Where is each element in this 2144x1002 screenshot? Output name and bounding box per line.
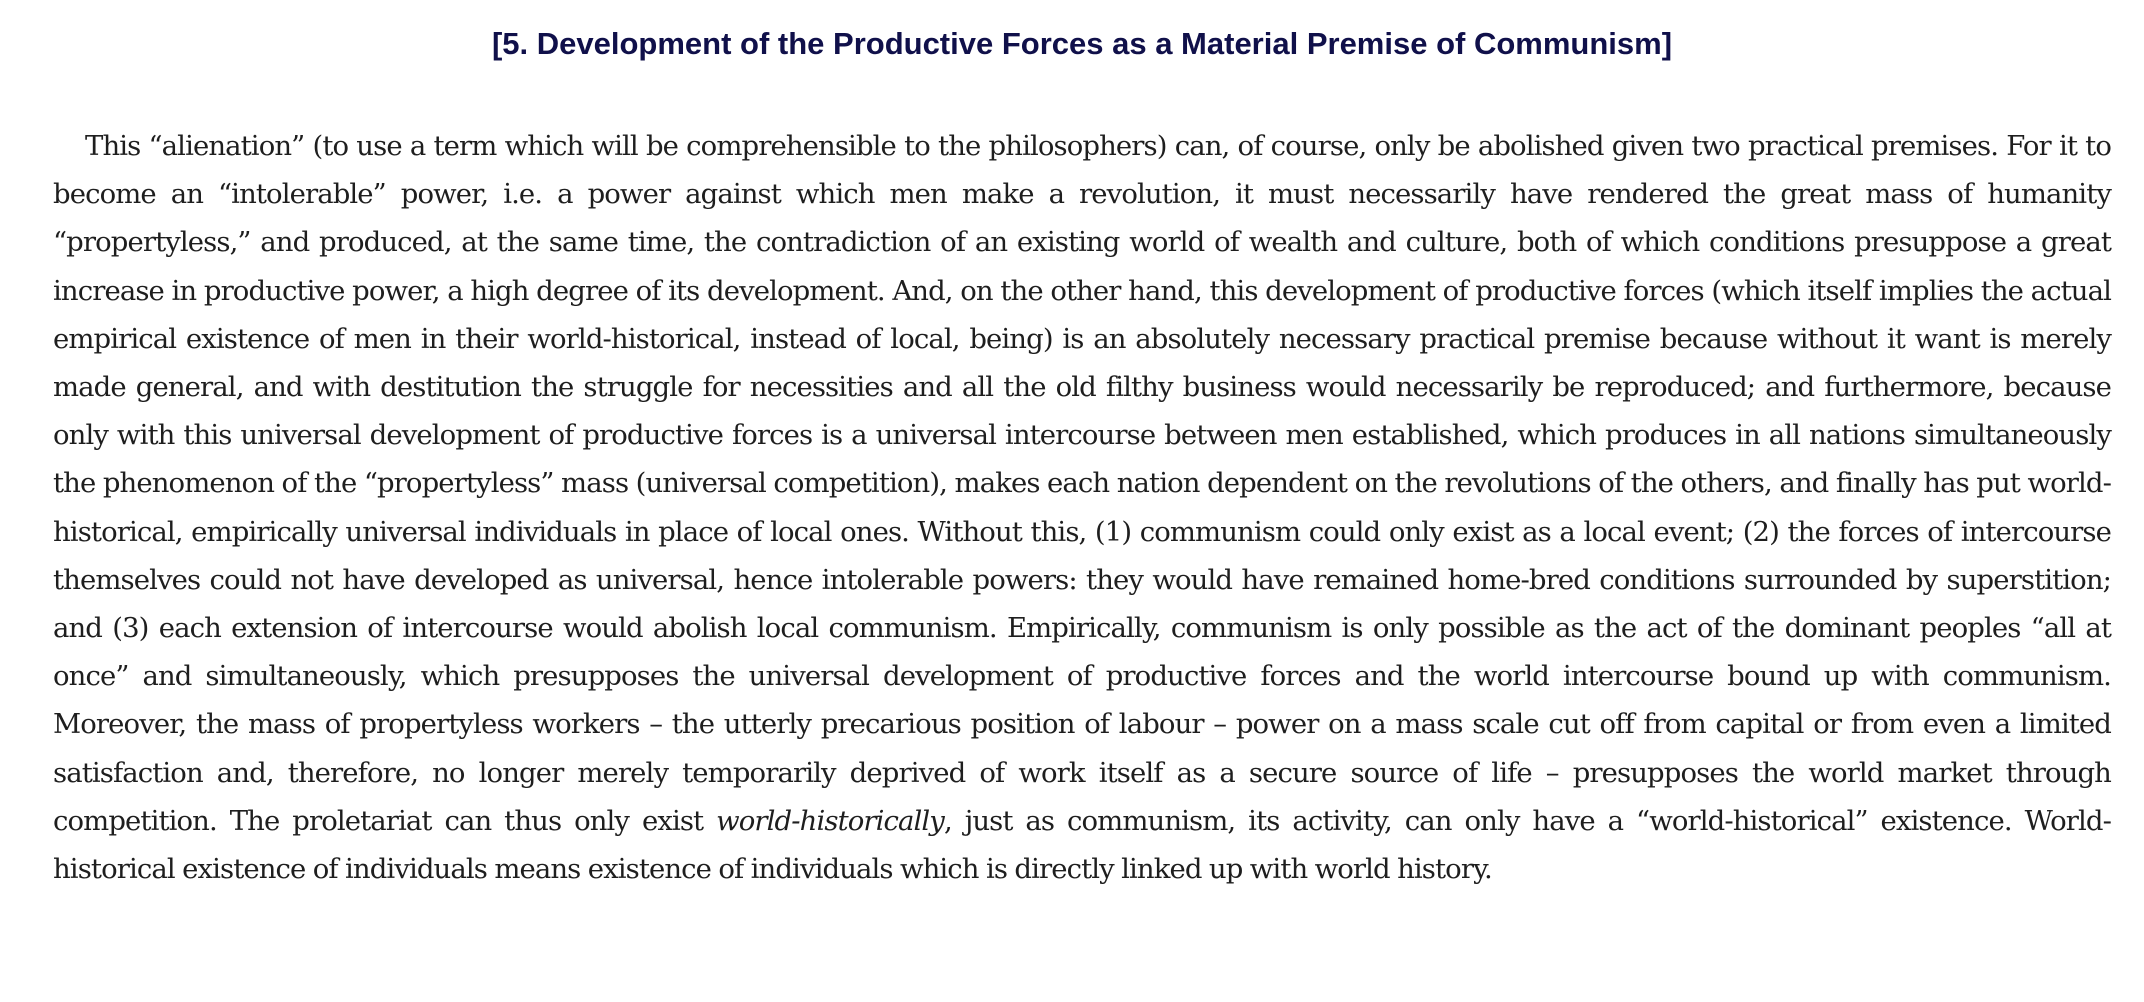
section-heading: [5. Development of the Productive Forces as a Material Premise of Communism] (491, 26, 1673, 61)
body-paragraph (53, 122, 2111, 893)
paragraph-text-start: This “alienation” (to use a term which will be comprehensible to the philosophers) can, of course, only be abolished given two practical premises. For it to become an “intolerable” power, i.e. a power against which men make a revolution, it must necessarily have rendered the great mass of humanity “propertyless,” and produced, at the same time, the contradiction of an existing world of wealth and culture, both of which conditions presuppose a great increase in productive power, a high degree of its development. And, on the other hand, this development of productive forces (which itself implies the actual empirical existence of men in their world-historical, instead of local, being) is an absolutely necessary practical premise because without it want is merely made general, and with destitution the struggle for necessities and all the old filthy business would necessarily be reproduced; and furthermore, because only with this universal development of productive forces is a universal intercourse between men established, which produces in all nations simultaneously the phenomenon of the “propertyless” mass (universal competition), makes each nation dependent on the revolutions of the others, and finally has put world-historical, empirically universal individuals in place of local ones. Without this, (1) communism could only exist as a local event; (2) the forces of intercourse themselves could not have developed as universal, hence intolerable powers: they would have remained home-bred conditions surrounded by superstition; and (3) each extension of intercourse would abolish local communism. Empirically, communism is only possible as the act of the dominant peoples “all at once” and simultaneously, which presupposes the universal development of productive forces and the world intercourse bound up with communism. Moreover, the mass of propertyless workers – the utterly precarious position of labour – power on a mass scale cut off from capital or from even a limited satisfaction and, therefore, no longer merely temporarily deprived of work itself as a secure source of life – presupposes the world market through competition. The proletariat can thus only exist (53, 130, 2111, 837)
emphasized-term: world-historically (716, 804, 944, 837)
document-page (53, 0, 2111, 893)
paragraph-text-end: , just as communism, its activity, can only have a “world-historical” existence. World-historical existence of individuals means existence of individuals which is directly linked up with world history. (53, 804, 2111, 886)
